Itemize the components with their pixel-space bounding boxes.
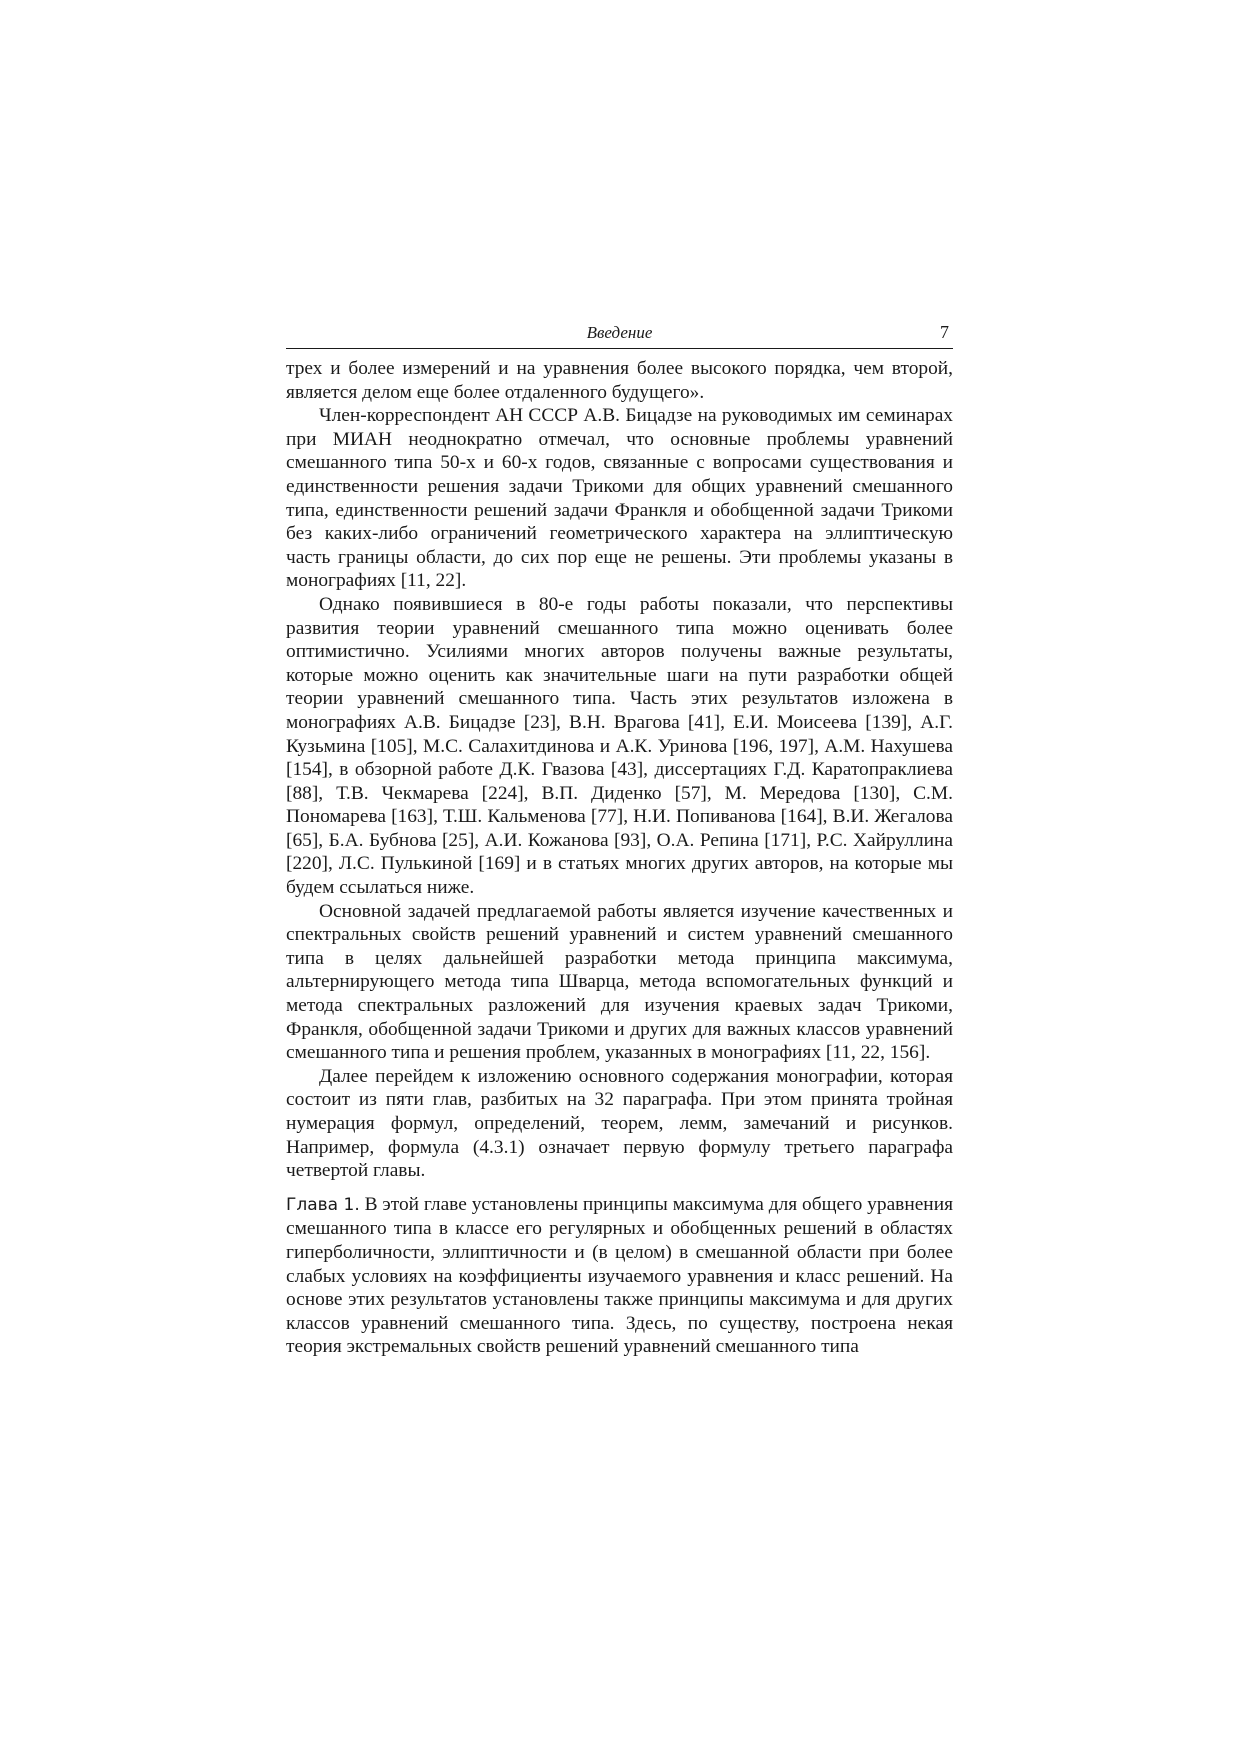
body-text [286,357,953,1359]
paragraph-prospects: Однако появившиеся в 80-е годы работы показали, что перспективы развития теории уравнений смешанного типа можно оценивать более оптимистично. Усилиями многих авторов получены важные результаты, которые можно оценить как значительные шаги на пути разработки общей теории уравнений смешанного типа. Часть этих результатов изложена в монографиях А.В. Бицадзе [23], В.Н. Врагова [41], Е.И. Моисеева [139], А.Г. Кузьмина [105], М.С. Салахитдинова и А.К. Уринова [196, 197], А.М. Нахушева [154], в обзорной работе Д.К. Гвазова [43], диссертациях Г.Д. Каратопраклиева [88], Т.В. Чекмарева [224], В.П. Диденко [57], М. Мередова [130], С.М. Пономарева [163], Т.Ш. Кальменова [77], Н.И. Попиванова [164], В.И. Жегалова [65], Б.А. Бубнова [25], А.И. Кожанова [93], О.А. Репина [171], Р.С. Хайруллина [220], Л.С. Пулькиной [169] и в статьях многих других авторов, на которые мы будем ссылаться ниже. [286,593,953,899]
running-title: Введение [586,323,653,342]
running-header [286,322,953,349]
paragraph-chapter-1 [286,1193,953,1359]
chapter-1-text: В этой главе установлены принципы максимума для общего уравнения смешанного типа в классе его регулярных и обобщенных решений в областях гиперболичности, эллиптичности и (в целом) в смешанной области при более слабых условиях на коэффициенты изучаемого уравнения и класс решений. На основе этих результатов установлены также принципы максимума и для других классов уравнений смешанного типа. Здесь, по существу, построена некая теория экстремальных свойств решений уравнений смешанного типа [286,1193,953,1358]
paragraph-main-task: Основной задачей предлагаемой работы является изучение качественных и спектральных свойств решений уравнений и систем уравнений смешанного типа в целях дальнейшей разработки метода принципа максимума, альтернирующего метода типа Шварца, метода вспомогательных функций и метода спектральных разложений для изучения краевых задач Трикоми, Франкля, обобщенной задачи Трикоми и других для важных классов уравнений смешанного типа и решения проблем, указанных в монографиях [11, 22, 156]. [286,900,953,1064]
paragraph-structure: Далее перейдем к изложению основного содержания монографии, которая состоит из пяти глав, разбитых на 32 параграфа. При этом принята тройная нумерация формул, определений, теорем, лемм, замечаний и рисунков. Например, формула (4.3.1) означает первую формулу третьего параграфа четвертой главы. [286,1065,953,1182]
page [286,322,953,1359]
paragraph-bitsadze: Член-корреспондент АН СССР А.В. Бицадзе на руководимых им семинарах при МИАН неоднократно отмечал, что основные проблемы уравнений смешанного типа 50-х и 60-х годов, связанные с вопросами существования и единственности решения задачи Трикоми для общих уравнений смешанного типа, единственности решений задачи Франкля и обобщенной задачи Трикоми без каких-либо ограничений геометрического характера на эллиптическую часть границы области, до сих пор еще не решены. Эти проблемы указаны в монографиях [11, 22]. [286,405,953,592]
page-number: 7 [940,322,949,342]
paragraph-continuation: трех и более измерений и на уравнения более высокого порядка, чем второй, является делом еще более отдаленного будущего». [286,358,953,403]
chapter-label: Глава 1. [286,1194,360,1215]
